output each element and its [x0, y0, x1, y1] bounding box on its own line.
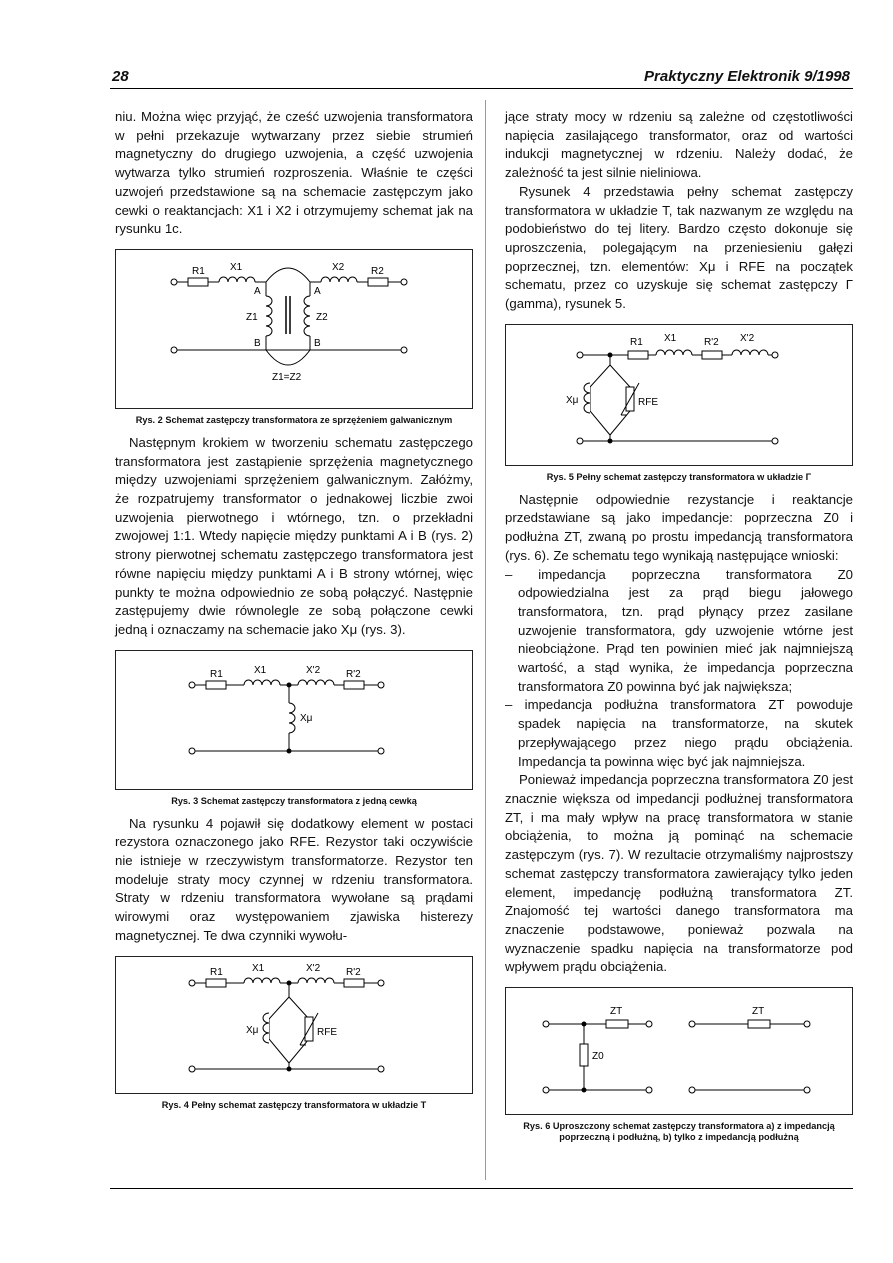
label-r2: R'2 — [704, 336, 719, 348]
magazine-title: Praktyczny Elektronik 9/1998 — [644, 68, 850, 85]
label-xm: Xμ — [566, 394, 579, 406]
label-z-equal: Z1=Z2 — [272, 371, 302, 383]
label-a-left: A — [254, 285, 261, 297]
label-x2: X'2 — [740, 332, 755, 344]
header-rule — [110, 88, 853, 89]
caption-rys5: Rys. 5 Pełny schemat zastępczy transformatora w układzie Γ — [546, 471, 812, 482]
caption-rys4: Rys. 4 Pełny schemat zastępczy transformatora w układzie T — [161, 1099, 427, 1110]
label-r2: R'2 — [346, 966, 361, 978]
label-b-right: B — [314, 337, 321, 349]
label-r1: R1 — [210, 668, 223, 680]
paragraph: Rysunek 4 przedstawia pełny schemat zastępczy transformatora w układzie T, tak nazwanym ze względu na podobieństwo do tej litery. Bardzo często dokonuje się uproszczenia, polegającym na przeniesieniu gałęzi poprzecznej, tzn. elementów: Xμ i RFE na początek schematu, przez co uzyskuje się schemat zastępczy Γ (gamma), rysunek 5. — [505, 183, 853, 312]
right-column — [505, 108, 853, 1151]
circuit-rys5 — [506, 325, 852, 465]
label-r1: R1 — [210, 966, 223, 978]
conclusions-list — [505, 566, 853, 772]
label-r1: R1 — [630, 336, 643, 348]
label-x1: X1 — [230, 261, 243, 273]
caption-rys2: Rys. 2 Schemat zastępczy transformatora ze sprzężeniem galwanicznym — [135, 414, 453, 425]
list-item: – impedancja poprzeczna transformatora Z0 odpowiedzialna jest za prąd biegu jałowego transformatora, tzn. prąd płynący przez zasilane uzwojenie transformatora, gdy uzwojenie wtórne jest nieobciążone. Prąd ten powinien mieć jak najmniejszą wartość, a stąd wynika, że impedancja poprzeczna transformatora Z0 powinna być jak największa; — [505, 566, 853, 694]
label-x2: X'2 — [306, 664, 321, 676]
paragraph: Następnym krokiem w tworzeniu schematu zastępczego transformatora jest zastąpienie sprzężenia magnetycznego między uzwojeniami sprzężeniem galwanicznym. Załóżmy, że rozpatrujemy transformator o jednakowej liczbie zwoi uzwojenia pierwotnego i wtórnego, tzn. o przekładni zwojowej 1:1. Wtedy napięcie między punktami A i B (rys. 2) strony pierwotnej schematu zastępczego transformatora jest równe napięciu między punktami A i B strony wtórnej, więc punkty te można odpowiednio ze sobą połączyć. Następnie zastępujemy dwie równolegle ze sobą połączone cewki jedną i oznaczamy na schemacie jako Xμ (rys. 3). — [115, 434, 473, 637]
label-z1: Z1 — [246, 311, 258, 323]
label-rfe: RFE — [317, 1026, 337, 1038]
paragraph: niu. Można więc przyjąć, że cześć uzwojenia transformatora w pełni przekazuje wytwarzany przez siebie strumień magnetyczny do drugiego uzwojenia, a część uzwojenia wytwarza tylko strumień rozproszenia. Właśnie te części uzwojeń przedstawione są na schemacie zastępczym jako cewki o reaktancjach: X1 i X2 i otrzymujemy schemat jak na rysunku 1c. — [115, 109, 473, 237]
figure-rys4 — [115, 956, 473, 1094]
label-xm: Xμ — [246, 1024, 259, 1036]
label-z2: Z2 — [316, 311, 328, 323]
circuit-rys4 — [116, 957, 472, 1093]
paragraph: Ponieważ impedancja poprzeczna transformatora Z0 jest znacznie większa od impedancji podłużnej transformatora ZT, i ma mały wpływ na pracę transformatora w stanie obciążenia, to można ją pominąć na schemacie zastępczym (rys. 7). W rezultacie otrzymaliśmy najprostszy schemat zastępczy transformatora zawierający tylko jeden element, impedancję podłużną transformatora ZT. Znajomość tej wartości danego transformatora ma znaczenie podstawowe, ponieważ pozwala na wyznaczenie spadku napięcia na transformatorze pod wpływem prądu obciążenia. — [505, 772, 853, 975]
label-xm: Xμ — [300, 712, 313, 724]
label-zt-a: ZT — [610, 1006, 623, 1018]
caption-rys6: Rys. 6 Uproszczony schemat zastępczy transformatora a) z impedancją poprzeczną i podłużną, b) tylko z impedancją podłużną — [523, 1121, 835, 1143]
label-x1: X1 — [252, 962, 265, 974]
label-r2: R2 — [371, 265, 384, 277]
label-x1: X1 — [664, 332, 677, 344]
list-item: – impedancja podłużna transformatora ZT powoduje spadek napięcia na transformatorze, na skutek przepływającego przez niego prądu obciążenia. Impedancja ta powinna więc być jak najmniejsza. — [505, 697, 853, 769]
circuit-rys6 — [506, 988, 852, 1114]
figure-rys2 — [115, 249, 473, 409]
label-z0: Z0 — [592, 1051, 604, 1063]
circuit-rys2 — [116, 250, 472, 408]
label-zt-b: ZT — [752, 1006, 765, 1018]
label-x2: X2 — [332, 261, 345, 273]
page-number: 28 — [112, 68, 129, 85]
paragraph: Na rysunku 4 pojawił się dodatkowy element w postaci rezystora oznaczonego jako RFE. Rezystor taki oczywiście nie istnieje w rzeczywistym transformatorze. Rezystor ten modeluje straty mocy czynnej w rdzeniu transformatora. Straty w rdzeniu transformatora wywołane są prądami wirowymi oraz występowaniem zjawiska histerezy magnetycznej. Te dwa czynniki wywołu- — [115, 815, 473, 943]
circuit-rys3 — [116, 651, 472, 789]
column-divider — [485, 100, 486, 1180]
caption-rys3: Rys. 3 Schemat zastępczy transformatora z jedną cewką — [171, 795, 417, 806]
paragraph: jące straty mocy w rdzeniu są zależne od częstotliwości napięcia zasilającego transformator, oraz od wartości indukcji magnetycznej w rdzeniu. Należy dodać, że zależność ta jest silnie nieliniowa. — [505, 109, 853, 181]
label-b-left: B — [254, 337, 261, 349]
label-r1: R1 — [192, 265, 205, 277]
paragraph: Następnie odpowiednie rezystancje i reaktancje przedstawiane są jako impedancje: poprzeczna Z0 i podłużna ZT, zwaną po prostu impedancją transformatora (rys. 6). Ze schematu tego wynikają następujące wnioski: — [505, 491, 853, 563]
figure-rys5 — [505, 324, 853, 466]
left-column — [115, 108, 473, 1119]
label-rfe: RFE — [638, 396, 658, 408]
figure-rys6 — [505, 987, 853, 1115]
label-a-right: A — [314, 285, 321, 297]
label-x1: X1 — [254, 664, 267, 676]
label-x2: X'2 — [306, 962, 321, 974]
label-r2: R'2 — [346, 668, 361, 680]
figure-rys3 — [115, 650, 473, 790]
footer-rule — [110, 1188, 853, 1189]
